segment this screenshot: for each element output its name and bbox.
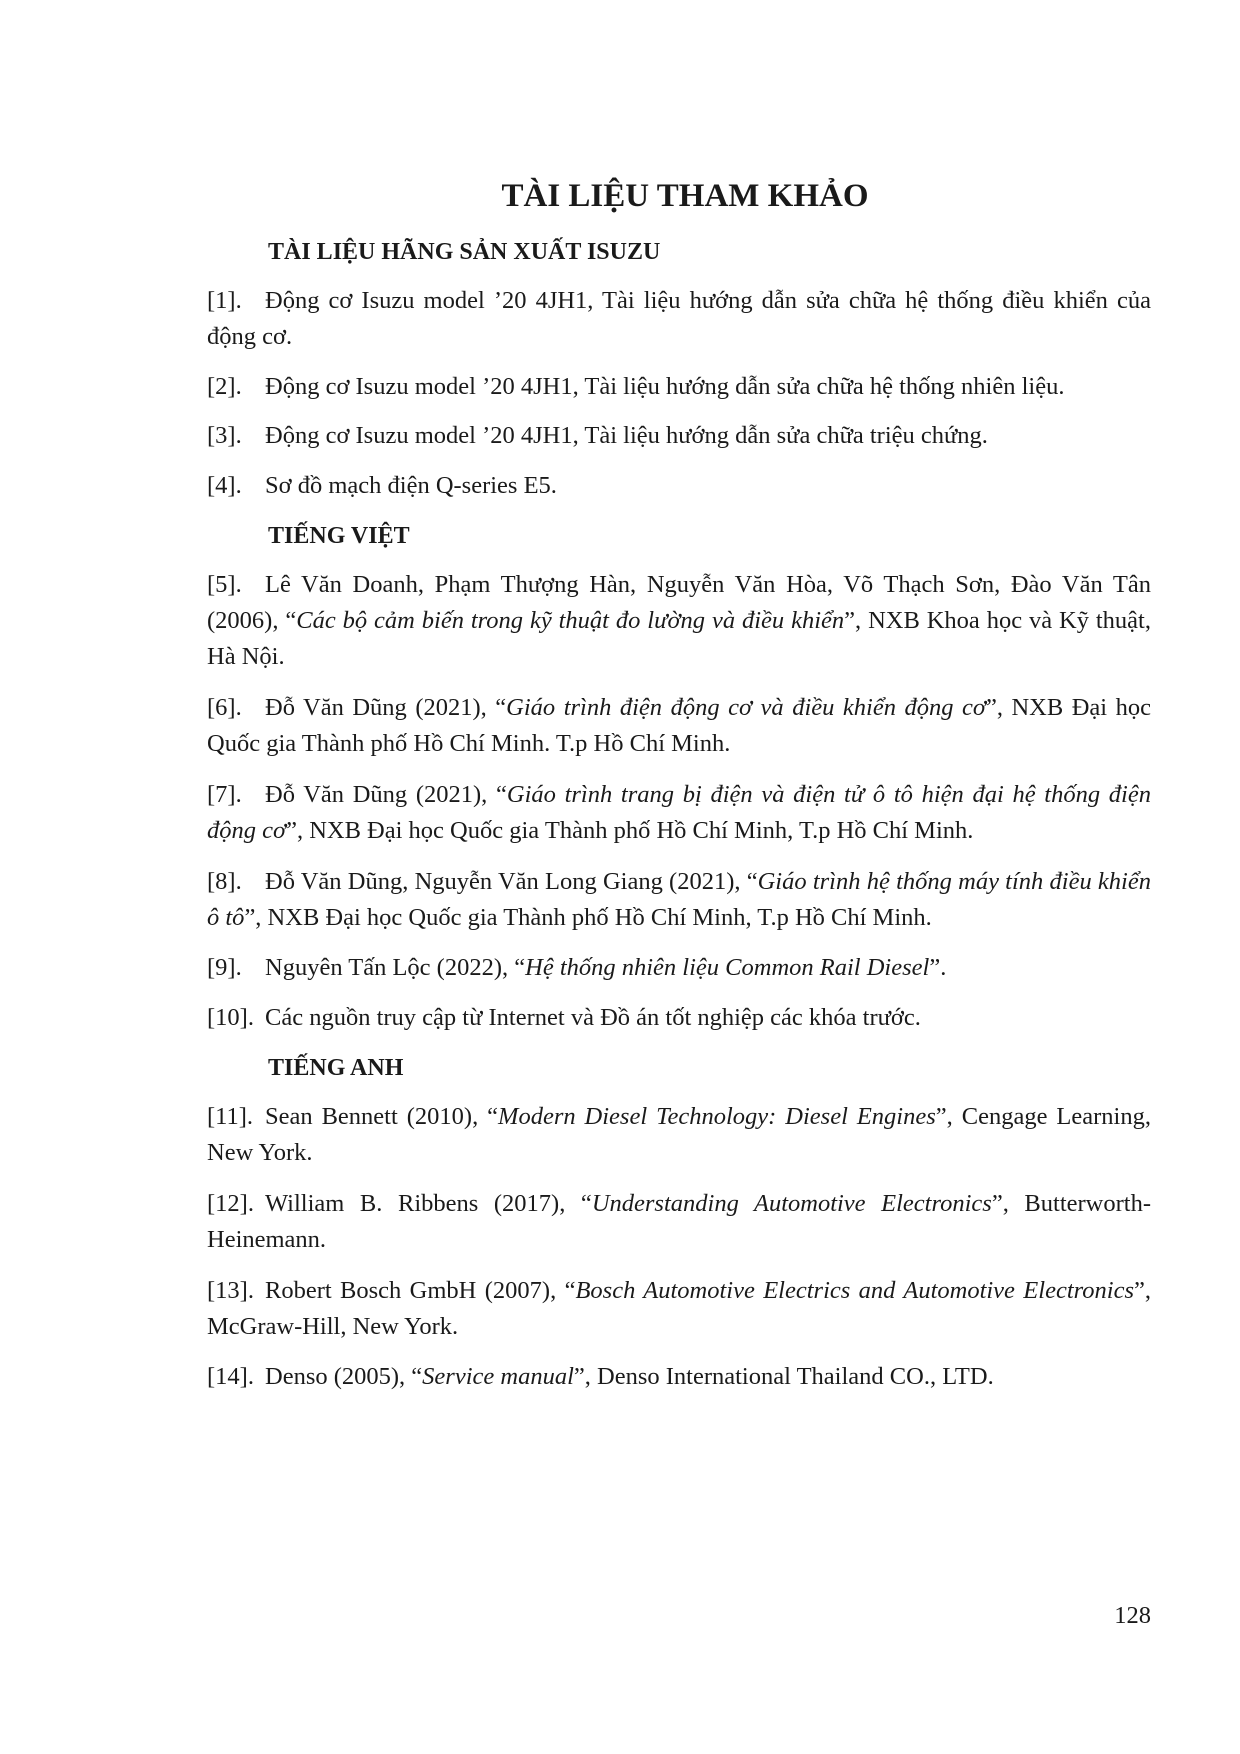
reference-number: [10]. bbox=[207, 1004, 254, 1031]
reference-publisher: ”, NXB Đại học Quốc gia Thành phố Hồ Chí Minh, T.p Hồ Chí Minh. bbox=[244, 904, 932, 931]
reference-number: [9]. bbox=[207, 954, 242, 981]
reference-item bbox=[207, 864, 1151, 936]
reference-item bbox=[207, 1000, 1151, 1036]
section-heading-vietnamese: TIẾNG VIỆT bbox=[268, 523, 410, 549]
reference-number: [5]. bbox=[207, 571, 242, 598]
reference-item bbox=[207, 1186, 1151, 1258]
reference-number: [14]. bbox=[207, 1363, 254, 1390]
reference-text: Động cơ Isuzu model ’20 4JH1, Tài liệu hướng dẫn sửa chữa hệ thống nhiên liệu. bbox=[265, 373, 1065, 400]
reference-publisher: ”, McGraw-Hill, New York. bbox=[207, 1277, 1151, 1340]
reference-item bbox=[207, 1359, 1151, 1395]
reference-item bbox=[207, 369, 1151, 405]
section-heading-isuzu: TÀI LIỆU HÃNG SẢN XUẤT ISUZU bbox=[268, 239, 661, 265]
reference-title: Hệ thống nhiên liệu Common Rail Diesel bbox=[525, 954, 930, 981]
reference-publisher: ”, Cengage Learning, New York. bbox=[207, 1103, 1151, 1166]
reference-title: Giáo trình trang bị điện và điện tử ô tô hiện đại hệ thống điện động cơ bbox=[207, 781, 1151, 844]
section-heading-english: TIẾNG ANH bbox=[268, 1055, 404, 1081]
reference-number: [8]. bbox=[207, 868, 242, 895]
reference-item bbox=[207, 1273, 1151, 1345]
reference-number: [12]. bbox=[207, 1190, 254, 1217]
reference-author: Denso (2005), “ bbox=[265, 1363, 423, 1390]
reference-number: [13]. bbox=[207, 1277, 254, 1304]
reference-item bbox=[207, 283, 1151, 355]
reference-title: Bosch Automotive Electrics and Automotive Electronics bbox=[575, 1277, 1134, 1304]
reference-title: Giáo trình điện động cơ và điều khiển động cơ bbox=[506, 694, 986, 721]
reference-author: Đỗ Văn Dũng, Nguyễn Văn Long Giang (2021), “ bbox=[265, 868, 758, 895]
reference-publisher: ”, Butterworth-Heinemann. bbox=[207, 1190, 1151, 1253]
reference-publisher: ”. bbox=[929, 954, 947, 981]
reference-number: [2]. bbox=[207, 373, 242, 400]
reference-author: Sean Bennett (2010), “ bbox=[265, 1103, 499, 1130]
reference-title: Giáo trình hệ thống máy tính điều khiển ô tô bbox=[207, 868, 1151, 931]
reference-text: Sơ đồ mạch điện Q-series E5. bbox=[265, 472, 557, 499]
reference-title: Modern Diesel Technology: Diesel Engines bbox=[498, 1103, 936, 1130]
reference-number: [1]. bbox=[207, 287, 242, 314]
reference-title: Các bộ cảm biến trong kỹ thuật đo lường và điều khiển bbox=[296, 607, 845, 634]
reference-publisher: ”, NXB Khoa học và Kỹ thuật, Hà Nội. bbox=[207, 607, 1151, 670]
page-title: TÀI LIỆU THAM KHẢO bbox=[501, 178, 869, 214]
reference-author: Lê Văn Doanh, Phạm Thượng Hàn, Nguyễn Văn Hòa, Võ Thạch Sơn, Đào Văn Tân (2006), “ bbox=[207, 571, 1151, 634]
reference-author: Robert Bosch GmbH (2007), “ bbox=[265, 1277, 576, 1304]
reference-item bbox=[207, 777, 1151, 849]
page-number: 128 bbox=[1114, 1602, 1151, 1629]
reference-publisher: ”, NXB Đại học Quốc gia Thành phố Hồ Chí Minh, T.p Hồ Chí Minh. bbox=[286, 817, 974, 844]
reference-item bbox=[207, 690, 1151, 762]
reference-item bbox=[207, 567, 1151, 675]
reference-author: Đỗ Văn Dũng (2021), “ bbox=[265, 694, 507, 721]
reference-title: Understanding Automotive Electronics bbox=[591, 1190, 992, 1217]
reference-item bbox=[207, 1099, 1151, 1171]
reference-author: Nguyên Tấn Lộc (2022), “ bbox=[265, 954, 526, 981]
reference-text: Động cơ Isuzu model ’20 4JH1, Tài liệu hướng dẫn sửa chữa hệ thống điều khiển của động cơ. bbox=[207, 287, 1151, 350]
reference-number: [11]. bbox=[207, 1103, 254, 1130]
reference-publisher: ”, Denso International Thailand CO., LTD. bbox=[573, 1363, 994, 1390]
reference-title: Service manual bbox=[422, 1363, 574, 1390]
reference-number: [4]. bbox=[207, 472, 242, 499]
reference-author: William B. Ribbens (2017), “ bbox=[265, 1190, 592, 1217]
reference-item bbox=[207, 418, 1151, 454]
reference-item bbox=[207, 950, 1151, 986]
reference-text: Các nguồn truy cập từ Internet và Đồ án tốt nghiệp các khóa trước. bbox=[265, 1004, 921, 1031]
reference-number: [7]. bbox=[207, 781, 242, 808]
reference-publisher: ”, NXB Đại học Quốc gia Thành phố Hồ Chí Minh. T.p Hồ Chí Minh. bbox=[207, 694, 1152, 757]
reference-item bbox=[207, 468, 1151, 504]
reference-text: Động cơ Isuzu model ’20 4JH1, Tài liệu hướng dẫn sửa chữa triệu chứng. bbox=[265, 422, 988, 449]
reference-number: [3]. bbox=[207, 422, 242, 449]
reference-author: Đỗ Văn Dũng (2021), “ bbox=[265, 781, 507, 808]
reference-number: [6]. bbox=[207, 694, 242, 721]
